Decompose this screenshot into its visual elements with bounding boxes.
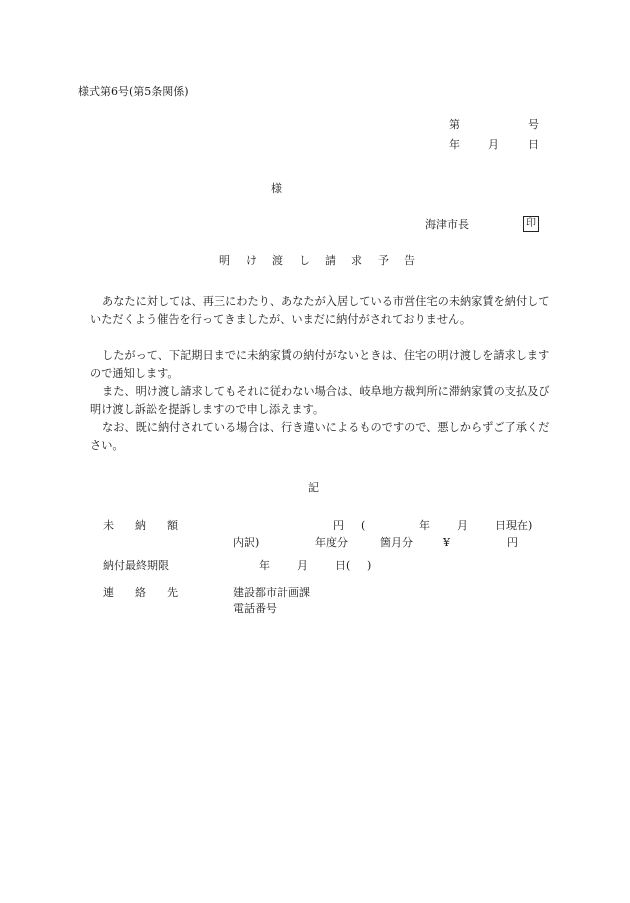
- unpaid-month: 月: [457, 519, 468, 532]
- ki-heading: 記: [308, 481, 319, 494]
- addressee-suffix: 様: [271, 182, 282, 195]
- title-char: 請: [325, 254, 336, 267]
- paragraph-3: また、明け渡し請求してもそれに従わない場合は、岐阜地方裁判所に滞納家賃の支払及び明け渡し訴訟を提訴しますので申し添えます。: [90, 385, 550, 416]
- date-month: 月: [488, 138, 499, 151]
- title-char: 明: [219, 254, 230, 267]
- paragraph-4: なお、既に納付されている場合は、行き違いによるものですので、悪しからずご了承ください。: [90, 421, 550, 452]
- paragraph-2: したがって、下記期日までに未納家賃の納付がないときは、住宅の明け渡しを請求しますので通知します。: [90, 349, 550, 380]
- title-char: し: [299, 254, 310, 267]
- sender-title: 海津市長: [425, 218, 469, 231]
- paragraph-1: あなたに対しては、再三にわたり、あなたが入居している市営住宅の未納家賃を納付していただくよう催告を行ってきましたが、いまだに納付がされておりません。: [90, 295, 550, 326]
- title-char: 告: [404, 254, 415, 267]
- contact-label-1: 連: [103, 586, 114, 599]
- contact-department: 建設都市計画課: [233, 586, 310, 599]
- doc-number-suffix: 号: [528, 118, 539, 131]
- breakdown-fiscal-year: 年度分: [315, 536, 348, 549]
- contact-phone-label: 電話番号: [233, 602, 277, 615]
- title-char: 予: [378, 254, 389, 267]
- breakdown-label: 内訳): [233, 536, 260, 549]
- contact-label-2: 絡: [135, 586, 146, 599]
- contact-label-3: 先: [167, 586, 178, 599]
- title-char: 渡: [272, 254, 283, 267]
- date-day: 日: [528, 138, 539, 151]
- unpaid-label-1: 未: [103, 519, 114, 532]
- breakdown-yen-sign: ¥: [443, 536, 450, 549]
- deadline-month: 月: [297, 559, 308, 572]
- unpaid-label-2: 納: [135, 519, 146, 532]
- seal-mark: 印: [523, 216, 539, 232]
- title-char: 求: [351, 254, 362, 267]
- doc-number-prefix: 第: [449, 118, 460, 131]
- form-number: 様式第6号(第5条関係): [78, 85, 189, 98]
- title-char: け: [246, 254, 257, 267]
- breakdown-months: 箇月分: [380, 536, 413, 549]
- deadline-close-paren: ): [367, 559, 372, 572]
- unpaid-as-of: 日現在): [495, 519, 533, 532]
- unpaid-label-3: 額: [167, 519, 178, 532]
- breakdown-yen: 円: [507, 536, 518, 549]
- deadline-day: 日(: [335, 559, 351, 572]
- date-year: 年: [449, 138, 460, 151]
- unpaid-yen: 円: [333, 519, 344, 532]
- unpaid-open-paren: (: [361, 519, 366, 532]
- deadline-year: 年: [259, 559, 270, 572]
- unpaid-year: 年: [419, 519, 430, 532]
- deadline-label: 納付最終期限: [103, 559, 169, 572]
